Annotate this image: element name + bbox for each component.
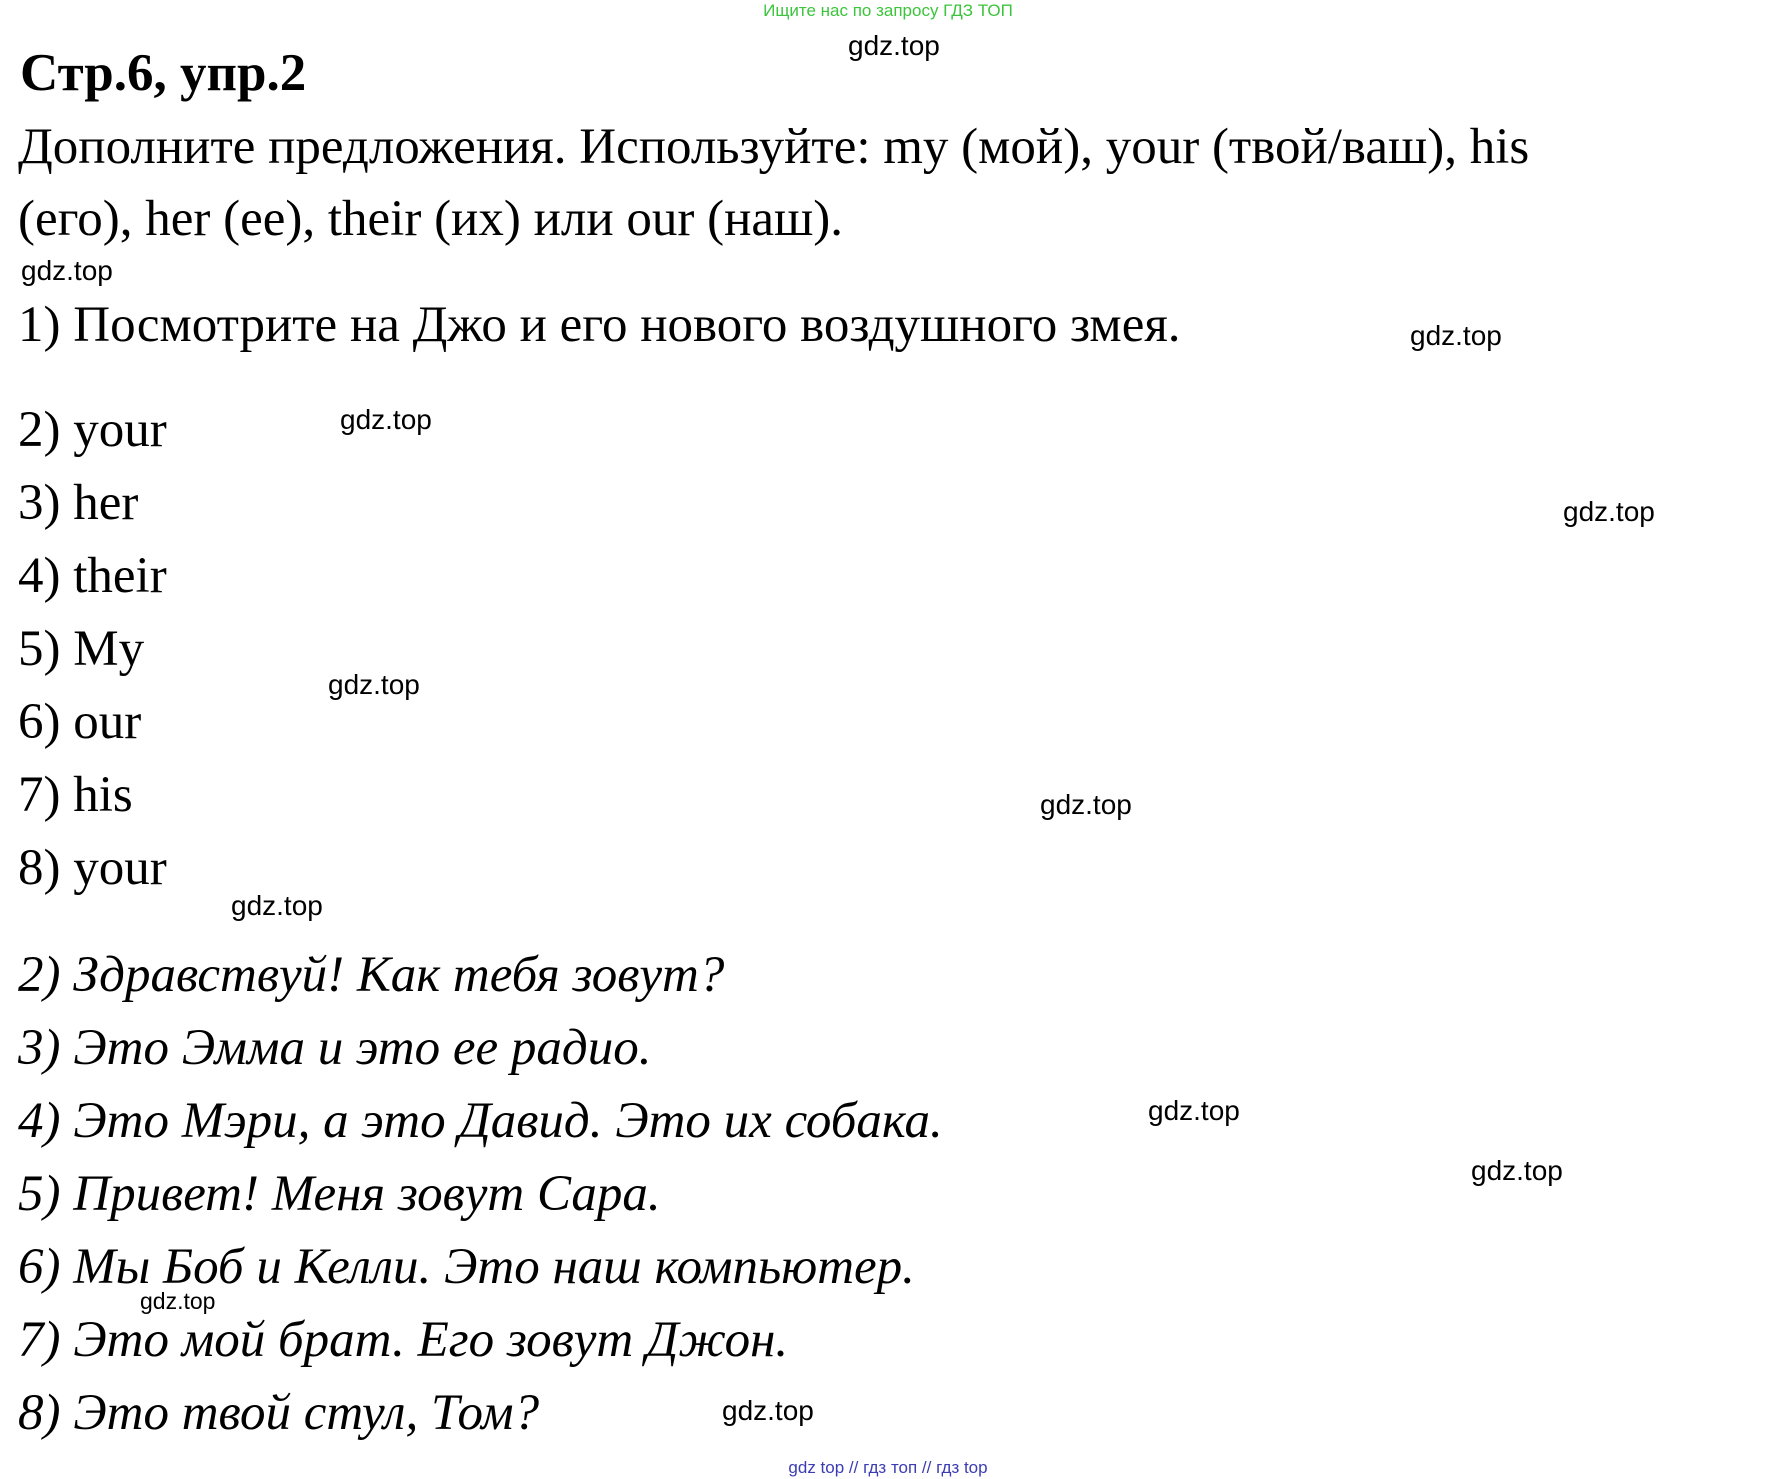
translation-item: 6) Мы Боб и Келли. Это наш компьютер.	[18, 1239, 915, 1295]
top-banner: Ищите нас по запросу ГДЗ ТОП	[763, 1, 1013, 20]
watermark: gdz.top	[231, 890, 323, 921]
watermark: gdz.top	[140, 1288, 216, 1314]
answer-item: 5) My	[18, 621, 145, 677]
answer-item: 2) your	[18, 402, 167, 458]
watermark: gdz.top	[722, 1395, 814, 1426]
translation-item: 3) Это Эмма и это ее радио.	[18, 1020, 652, 1076]
answer-item: 4) their	[18, 548, 167, 604]
footer: gdz top // гдз топ // гдз top	[788, 1458, 988, 1477]
translation-item: 8) Это твой стул, Том?	[18, 1385, 540, 1441]
watermark: gdz.top	[328, 669, 420, 700]
watermark: gdz.top	[340, 404, 432, 435]
watermark: gdz.top	[1410, 320, 1502, 351]
watermark: gdz.top	[1148, 1095, 1240, 1126]
translation-item: 4) Это Мэри, а это Давид. Это их собака.	[18, 1093, 943, 1149]
page-title: Стр.6, упр.2	[20, 44, 307, 102]
example-sentence: 1) Посмотрите на Джо и его нового воздушного змея.	[18, 297, 1181, 353]
answer-item: 3) her	[18, 475, 139, 531]
instruction-line-2: (его), her (ее), their (их) или our (наш).	[18, 191, 844, 247]
translation-item: 2) Здравствуй! Как тебя зовут?	[18, 947, 725, 1003]
watermark: gdz.top	[1040, 789, 1132, 820]
answer-item: 8) your	[18, 840, 167, 896]
translation-item: 5) Привет! Меня зовут Сара.	[18, 1166, 661, 1222]
answer-item: 6) our	[18, 694, 142, 750]
watermark: gdz.top	[21, 255, 113, 286]
instruction-line-1: Дополните предложения. Используйте: my (мой), your (твой/ваш), his	[18, 119, 1530, 175]
watermark: gdz.top	[1471, 1155, 1563, 1186]
watermark: gdz.top	[848, 30, 940, 61]
answer-item: 7) his	[18, 767, 133, 823]
translation-item: 7) Это мой брат. Его зовут Джон.	[18, 1312, 789, 1368]
watermark: gdz.top	[1563, 496, 1655, 527]
